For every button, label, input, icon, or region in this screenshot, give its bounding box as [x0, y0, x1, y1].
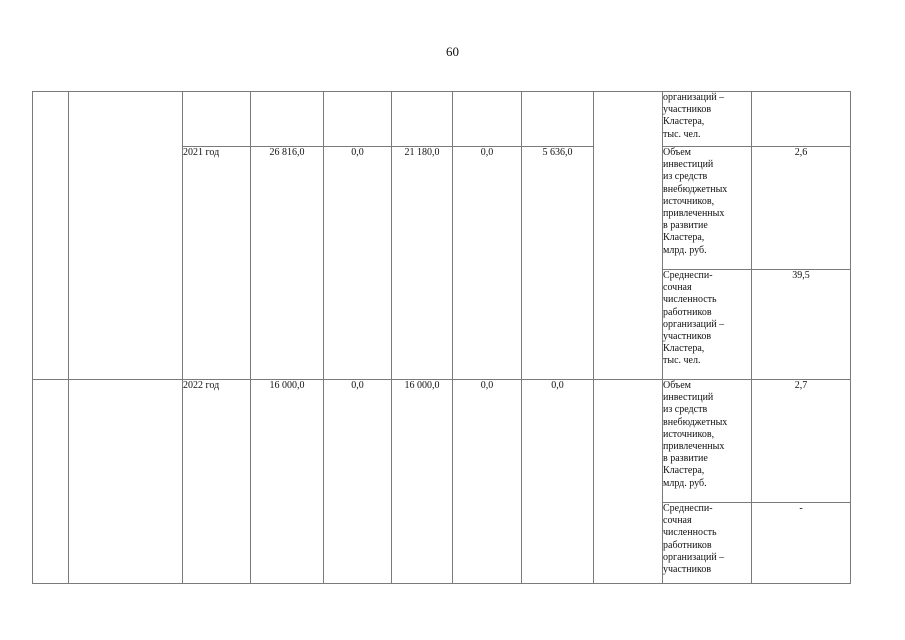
amount-cell: 0,0: [522, 380, 594, 584]
executor-cell: [594, 380, 663, 584]
indicator-name-cell: Объем инвестиций из средств внебюджетных источников, привлеченных в развитие Кластера, млрд. руб.: [663, 147, 752, 270]
index-cell: [33, 92, 69, 380]
amount-cell: [522, 92, 594, 147]
amount-cell: 16 000,0: [392, 380, 453, 584]
amount-cell: 0,0: [324, 147, 392, 380]
total-cell: 16 000,0: [251, 380, 324, 584]
indicator-name-cell: Среднеспи- сочная численность работников организаций – участников: [663, 503, 752, 584]
executor-cell: [594, 92, 663, 380]
total-cell: 26 816,0: [251, 147, 324, 380]
total-cell: [251, 92, 324, 147]
table-row: [33, 380, 851, 503]
table-row: [33, 92, 851, 147]
indicator-value-cell: 2,7: [752, 380, 851, 503]
indicator-name-cell: организаций – участников Кластера, тыс. чел.: [663, 92, 752, 147]
event-name-cell: [69, 92, 183, 380]
event-name-cell: [69, 380, 183, 584]
amount-cell: 0,0: [453, 380, 522, 584]
year-cell: 2021 год: [183, 147, 251, 380]
indicator-name-cell: Объем инвестиций из средств внебюджетных источников, привлеченных в развитие Кластера, млрд. руб.: [663, 380, 752, 503]
page-number: 60: [446, 44, 459, 59]
index-cell: [33, 380, 69, 584]
year-cell: [183, 92, 251, 147]
amount-cell: 0,0: [453, 147, 522, 380]
amount-cell: [324, 92, 392, 147]
indicator-value-cell: 2,6: [752, 147, 851, 270]
indicator-value-cell: -: [752, 503, 851, 584]
amount-cell: 0,0: [324, 380, 392, 584]
amount-cell: [453, 92, 522, 147]
indicator-value-cell: 39,5: [752, 270, 851, 380]
data-table: [32, 91, 851, 584]
amount-cell: 5 636,0: [522, 147, 594, 380]
amount-cell: [392, 92, 453, 147]
indicator-value-cell: [752, 92, 851, 147]
amount-cell: 21 180,0: [392, 147, 453, 380]
indicator-name-cell: Среднеспи- сочная численность работников организаций – участников Кластера, тыс. чел.: [663, 270, 752, 380]
year-cell: 2022 год: [183, 380, 251, 584]
